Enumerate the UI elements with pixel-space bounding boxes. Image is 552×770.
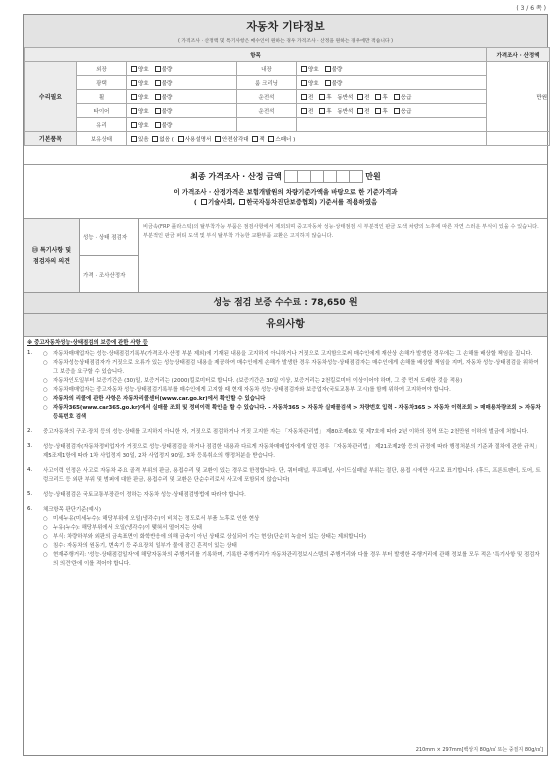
bad-left-label: 불량 bbox=[161, 80, 173, 87]
p-front-label: 전 bbox=[364, 94, 370, 101]
inspector-label: 성능 · 상태 점검자 bbox=[79, 219, 139, 256]
good-left-label: 양호 bbox=[138, 108, 149, 115]
rear-checkbox[interactable] bbox=[319, 94, 325, 100]
bullet-icon: ○ bbox=[43, 396, 48, 402]
repair-empty-cell bbox=[297, 118, 487, 132]
front-label: 전 bbox=[308, 108, 314, 115]
p-front-checkbox[interactable] bbox=[357, 108, 363, 114]
price-inspector-label: 가격 · 조사산정자 bbox=[79, 256, 139, 293]
spanner-checkbox[interactable] bbox=[268, 136, 274, 142]
form-subtitle: ( 가격조사 · 산정액 및 특기사항은 매수인이 원하는 경우 가격조사 · 산정을 원하는 경우에만 적습니다 ) bbox=[177, 39, 394, 44]
guarantee-fee: 성능 점검 보증 수수료 : 78,650 원 bbox=[24, 292, 547, 314]
bullet-icon: ○ bbox=[43, 552, 48, 558]
manual-label: 사용설명서 bbox=[184, 136, 212, 143]
final-price-label: 최종 가격조사 · 산정 금액 bbox=[190, 172, 282, 181]
repair-item-right: 운전석 bbox=[237, 90, 297, 104]
bad-left-label: 불량 bbox=[161, 108, 173, 115]
association-checkbox[interactable] bbox=[239, 199, 245, 205]
good-right-label: 양호 bbox=[308, 66, 319, 73]
repair-options-right bbox=[297, 62, 487, 76]
bullet-icon: ○ bbox=[43, 525, 48, 531]
p-rear-checkbox[interactable] bbox=[375, 94, 381, 100]
repair-options-left bbox=[127, 90, 237, 104]
form-title: 자동차 기타정보 bbox=[246, 20, 325, 33]
repair-options-right bbox=[297, 76, 487, 90]
special-label-line1: ⑬ 특기사항 및 bbox=[31, 247, 72, 254]
triangle-checkbox[interactable] bbox=[215, 136, 221, 142]
none-checkbox[interactable] bbox=[152, 136, 158, 142]
note-number: 5. bbox=[27, 491, 33, 497]
note-sub-text: 자동차매매업자는 중고자동차 성능·상태점검기록부를 매수인에게 고지할 때 현재 자동차 성능·상태점검자와 보증업자(국토교통부 고시)를 함께 위하여 고지하여야 합니다. bbox=[53, 387, 451, 393]
repair-options-left bbox=[127, 118, 237, 132]
repair-item-left: 휠 bbox=[77, 90, 127, 104]
note-number: 3. bbox=[27, 443, 33, 449]
triangle-label: 안전삼각대 bbox=[222, 136, 249, 143]
bullet-icon: ○ bbox=[43, 360, 48, 366]
item-header: 항목 bbox=[25, 48, 487, 62]
bullet-icon: ○ bbox=[43, 534, 48, 540]
repair-options-left bbox=[127, 104, 237, 118]
p-rear-label: 후 bbox=[382, 108, 388, 115]
has-label: 있음 bbox=[138, 136, 149, 143]
basic-section-label: 기본품목 bbox=[25, 132, 77, 146]
note-item bbox=[27, 467, 544, 485]
basic-row-label: 보유상태 bbox=[77, 132, 127, 146]
p-front-label: 전 bbox=[364, 108, 370, 115]
note-number: 2. bbox=[27, 428, 33, 434]
note-number: 6. bbox=[27, 506, 33, 512]
good-left-checkbox[interactable] bbox=[131, 122, 137, 128]
note-item bbox=[27, 350, 544, 422]
good-left-checkbox[interactable] bbox=[131, 66, 137, 72]
note-text: 사고이력 인정은 사고로 자동차 주요 골격 부위의 판금, 용접수리 및 교환이 있는 경우로 한정합니다. 단, 쿼터패널, 루프패널, 사이드실패널 부위는 절단, 용접 시에만 사고로 표기합니다. (후드, 프론트펜더, 도어, 트렁크리드 등 외판 부위 및 범퍼에 대한 판금, 용접수리 및 교환은 단순수리로서 사고에 포함되지 않습니다) bbox=[43, 468, 541, 483]
bad-left-checkbox[interactable] bbox=[155, 122, 161, 128]
price-note bbox=[24, 187, 547, 207]
note-text: 성능·상태점검은 국토교통부장관이 정하는 자동차 성능·상태점검방법에 따라야 합니다. bbox=[43, 492, 246, 498]
basic-price-cell[interactable] bbox=[487, 132, 550, 146]
bad-right-checkbox[interactable] bbox=[325, 66, 331, 72]
passenger-label: 동반석 bbox=[337, 94, 354, 101]
good-left-label: 양호 bbox=[138, 80, 149, 87]
note-item bbox=[27, 428, 544, 437]
rear-checkbox[interactable] bbox=[319, 108, 325, 114]
repair-item-right: 내장 bbox=[237, 62, 297, 76]
note-sub-text: 자동차의 리콜에 관한 사항은 자동차리콜센터(www.car.go.kr)에서 확인할 수 있습니다 bbox=[53, 396, 266, 402]
note-text: 성능·상태점검자(자동차정비업자가 거짓으로 성능·상태점검을 하거나 점검한 내용과 다르게 자동차매매업자에게 알린 경우 「자동차관리법」 제21조제2항 등의 규정에 따라 행정처분의 기준과 절차에 관한 규칙」 제5조제1항에 따라 1차 사업정지 30일, 2차 사업정지 90일, 3차 등록취소의 행정처분을 받습니다. bbox=[43, 444, 540, 459]
note-sub-text: 부식: 차량하부와 외판의 금속표면이 화학반응에 의해 금속이 아닌 상태로 상실되어 가는 현상(단순히 녹슬어 있는 상태는 제외합니다) bbox=[53, 534, 366, 540]
bad-left-label: 불량 bbox=[161, 66, 173, 73]
front-label: 전 bbox=[308, 94, 314, 101]
spanner-label: 스패너 bbox=[275, 136, 292, 143]
engineer-label: 기술사회, bbox=[207, 198, 236, 206]
bad-right-label: 불량 bbox=[331, 66, 343, 73]
note-sub-text: 자동차365(www.car365.go.kr)에서 실매물 조회 및 정비이력 확인을 할 수 있습니다. - 자동차365 > 자동차 실매물검색 > 차량번호 입력 - 자동차365 > 자동차 이력조회 > 매매용차량조회 > 자동차등록번호 검색 bbox=[53, 405, 541, 420]
bullet-icon: ○ bbox=[43, 351, 48, 357]
note-sub-text: 누유(누수): 해당부위에서 오일(냉각수)이 맺혀서 떨어지는 상태 bbox=[53, 525, 202, 531]
note-text: 체크항목 판단기준(예시) bbox=[43, 507, 101, 513]
repair-options-left bbox=[127, 62, 237, 76]
repair-item-left: 타이어 bbox=[77, 104, 127, 118]
repair-section-label: 수리필요 bbox=[25, 62, 77, 132]
bad-left-checkbox[interactable] bbox=[155, 94, 161, 100]
final-price-section bbox=[24, 164, 547, 219]
p-rear-label: 후 bbox=[382, 94, 388, 101]
special-notes-section bbox=[24, 218, 547, 293]
front-checkbox[interactable] bbox=[301, 108, 307, 114]
price-note-line1: 이 가격조사 · 산정가격은 보험개발원의 차량기준가액을 바탕으로 한 기준가격과 bbox=[173, 188, 398, 196]
p-rear-checkbox[interactable] bbox=[375, 108, 381, 114]
note-sub-text: 현재주행거리: '성능·상태점검일자'에 해당자동차의 주행거리를 기록하며, 기록한 주행거리가 자동차관리정보시스템의 주행거리와 다를 경우 부터 발생한 주행거리에 관해 정보를 모두 적은 '특기사항 및 점검자의 의견'란에 이를 적어야 합니다. bbox=[53, 552, 540, 567]
note-sub-text: 자동차매매업자는 성능·상태점검기록부(가격조사·산정 부분 제외)에 기재된 내용을 고지하지 아니하거나 거짓으로 고지함으로써 매수인에게 재산상 손해가 발생한 경우에는 그 손해를 배상할 책임을 집니다. bbox=[53, 351, 533, 357]
bullet-icon: ○ bbox=[43, 516, 48, 522]
association-label: 한국자동차진단보증협회) 기준서를 적용하였음 bbox=[246, 198, 378, 206]
repair-position-options bbox=[297, 90, 487, 104]
repair-item-left: 광택 bbox=[77, 76, 127, 90]
notes-heading: ※ 중고자동차성능·상태점검의 보증에 관한 사항 등 bbox=[27, 340, 148, 346]
repair-item-left: 외장 bbox=[77, 62, 127, 76]
bad-left-label: 불량 bbox=[161, 94, 173, 101]
title-band bbox=[24, 15, 547, 48]
bullet-icon: ○ bbox=[43, 378, 48, 384]
p-front-checkbox[interactable] bbox=[357, 94, 363, 100]
note-number: 4. bbox=[27, 467, 33, 473]
caution-title: 유의사항 bbox=[24, 313, 547, 337]
good-left-label: 양호 bbox=[138, 66, 149, 73]
jack-checkbox[interactable] bbox=[252, 136, 258, 142]
good-left-label: 양호 bbox=[138, 94, 149, 101]
price-header: 가격조사 · 산정액 bbox=[487, 48, 550, 62]
bad-left-checkbox[interactable] bbox=[155, 108, 161, 114]
note-item bbox=[27, 506, 544, 569]
none-label: 없음 bbox=[159, 136, 171, 143]
good-left-checkbox[interactable] bbox=[131, 108, 137, 114]
page-number: ( 3 / 6 쪽 ) bbox=[516, 5, 546, 12]
bad-left-checkbox[interactable] bbox=[155, 66, 161, 72]
final-price-unit: 만원 bbox=[365, 172, 381, 181]
repair-options-left bbox=[127, 76, 237, 90]
good-left-checkbox[interactable] bbox=[131, 94, 137, 100]
spare-checkbox[interactable] bbox=[394, 94, 400, 100]
good-left-label: 양호 bbox=[138, 122, 149, 129]
passenger-label: 동반석 bbox=[337, 108, 354, 115]
special-text: 비금속(FRP 플라스틱)의 탈부착가능 부품은 점검사항에서 제외되며 중고자동차 성능·상태점검 시 부분적인 판금 도색 차량의 노후에 따른 자연 스러운 부식이 있을 수 있습니다. 부분적인 판금 퍼티 도색 및 부식 탈부착 가능한 교환부품 교환은 고지하지 않습니다. bbox=[143, 224, 539, 239]
final-price-cells[interactable] bbox=[285, 170, 363, 183]
spare-label: 응급 bbox=[400, 94, 412, 101]
good-right-checkbox[interactable] bbox=[301, 80, 307, 86]
repair-table bbox=[24, 47, 550, 146]
bad-left-label: 불량 bbox=[161, 122, 173, 129]
special-label-line2: 점검자의 의견 bbox=[33, 258, 70, 265]
bullet-icon: ○ bbox=[43, 387, 48, 393]
final-price-line bbox=[24, 170, 547, 183]
note-sub-text: 미세누유(미세누수): 해당부위에 오일(냉각수)이 비치는 정도로서 부품 노후로 인한 현상 bbox=[53, 516, 260, 522]
manual-checkbox[interactable] bbox=[178, 136, 184, 142]
note-number: 1. bbox=[27, 350, 33, 356]
bad-right-label: 불량 bbox=[331, 80, 343, 87]
form-frame bbox=[23, 14, 548, 756]
spare-label: 응급 bbox=[400, 108, 412, 115]
paper-spec: 210mm × 297mm[백상지 80g/㎡ 또는 중질지 80g/㎡] bbox=[415, 747, 543, 753]
repair-position-options bbox=[297, 104, 487, 118]
rear-label: 후 bbox=[326, 108, 332, 115]
note-text: 중고자동차의 구조·장치 등의 성능·상태를 고지하지 아니한 자, 거짓으로 점검하거나 거짓 고지한 자는 「자동차관리법」 제80조제6호 및 제7호에 따라 2년 이하의 징역 또는 2천만원 이하의 벌금에 처합니다. bbox=[43, 429, 529, 435]
repair-item-right: 운전석 bbox=[237, 104, 297, 118]
good-right-label: 양호 bbox=[308, 80, 319, 87]
basic-options: 있음 없음 ( 사용설명서 안전삼각대 잭 스패너 ) bbox=[127, 132, 487, 146]
bullet-icon: ○ bbox=[43, 543, 48, 549]
note-item bbox=[27, 443, 544, 461]
note-sub-text: 자동차인도일부터 보증기간은 (30)일, 보증거리는 (2000)킬로미터로 합니다. (보증기간은 30일 이상, 보증거리는 2천킬로미터 이상이어야 하며, 그 중 먼저 도래한 것을 적용) bbox=[53, 378, 463, 384]
spare-checkbox[interactable] bbox=[394, 108, 400, 114]
won-unit: 만원 bbox=[536, 94, 548, 101]
good-right-checkbox[interactable] bbox=[301, 66, 307, 72]
price-note-line2: ( 기술사회, 한국자동차진단보증협회) 기준서를 적용하였음 bbox=[193, 198, 378, 206]
repair-item-right: 룸 크리닝 bbox=[237, 76, 297, 90]
repair-price-cell[interactable] bbox=[487, 62, 550, 132]
jack-label: 잭 bbox=[259, 136, 265, 143]
special-label bbox=[24, 219, 80, 293]
has-checkbox[interactable] bbox=[131, 136, 137, 142]
bullet-icon: ○ bbox=[43, 405, 48, 411]
caution-notes bbox=[27, 338, 544, 575]
good-left-checkbox[interactable] bbox=[131, 80, 137, 86]
engineer-checkbox[interactable] bbox=[201, 199, 207, 205]
rear-label: 후 bbox=[326, 94, 332, 101]
bad-left-checkbox[interactable] bbox=[155, 80, 161, 86]
bad-right-checkbox[interactable] bbox=[325, 80, 331, 86]
repair-item-right bbox=[237, 118, 297, 132]
front-checkbox[interactable] bbox=[301, 94, 307, 100]
repair-item-left: 유리 bbox=[77, 118, 127, 132]
note-sub-text: 자동차성능상태점검자가 거짓으로 오류가 있는 성능상태점검 내용을 제공하여 매수인에게 손해가 발생한 경우 자동차성능·상태점검자는 매수인에게 손해를 배상할 책임을 지며, 자동차 성능·상태점검을 위하여 그 보증을 요구할 수 있습니다. bbox=[53, 360, 539, 375]
note-item bbox=[27, 491, 544, 500]
note-sub-text: 침수: 자동차의 원동기, 변속기 등 주요장치 일부가 물에 잠긴 흔적이 있는 상태 bbox=[53, 543, 237, 549]
